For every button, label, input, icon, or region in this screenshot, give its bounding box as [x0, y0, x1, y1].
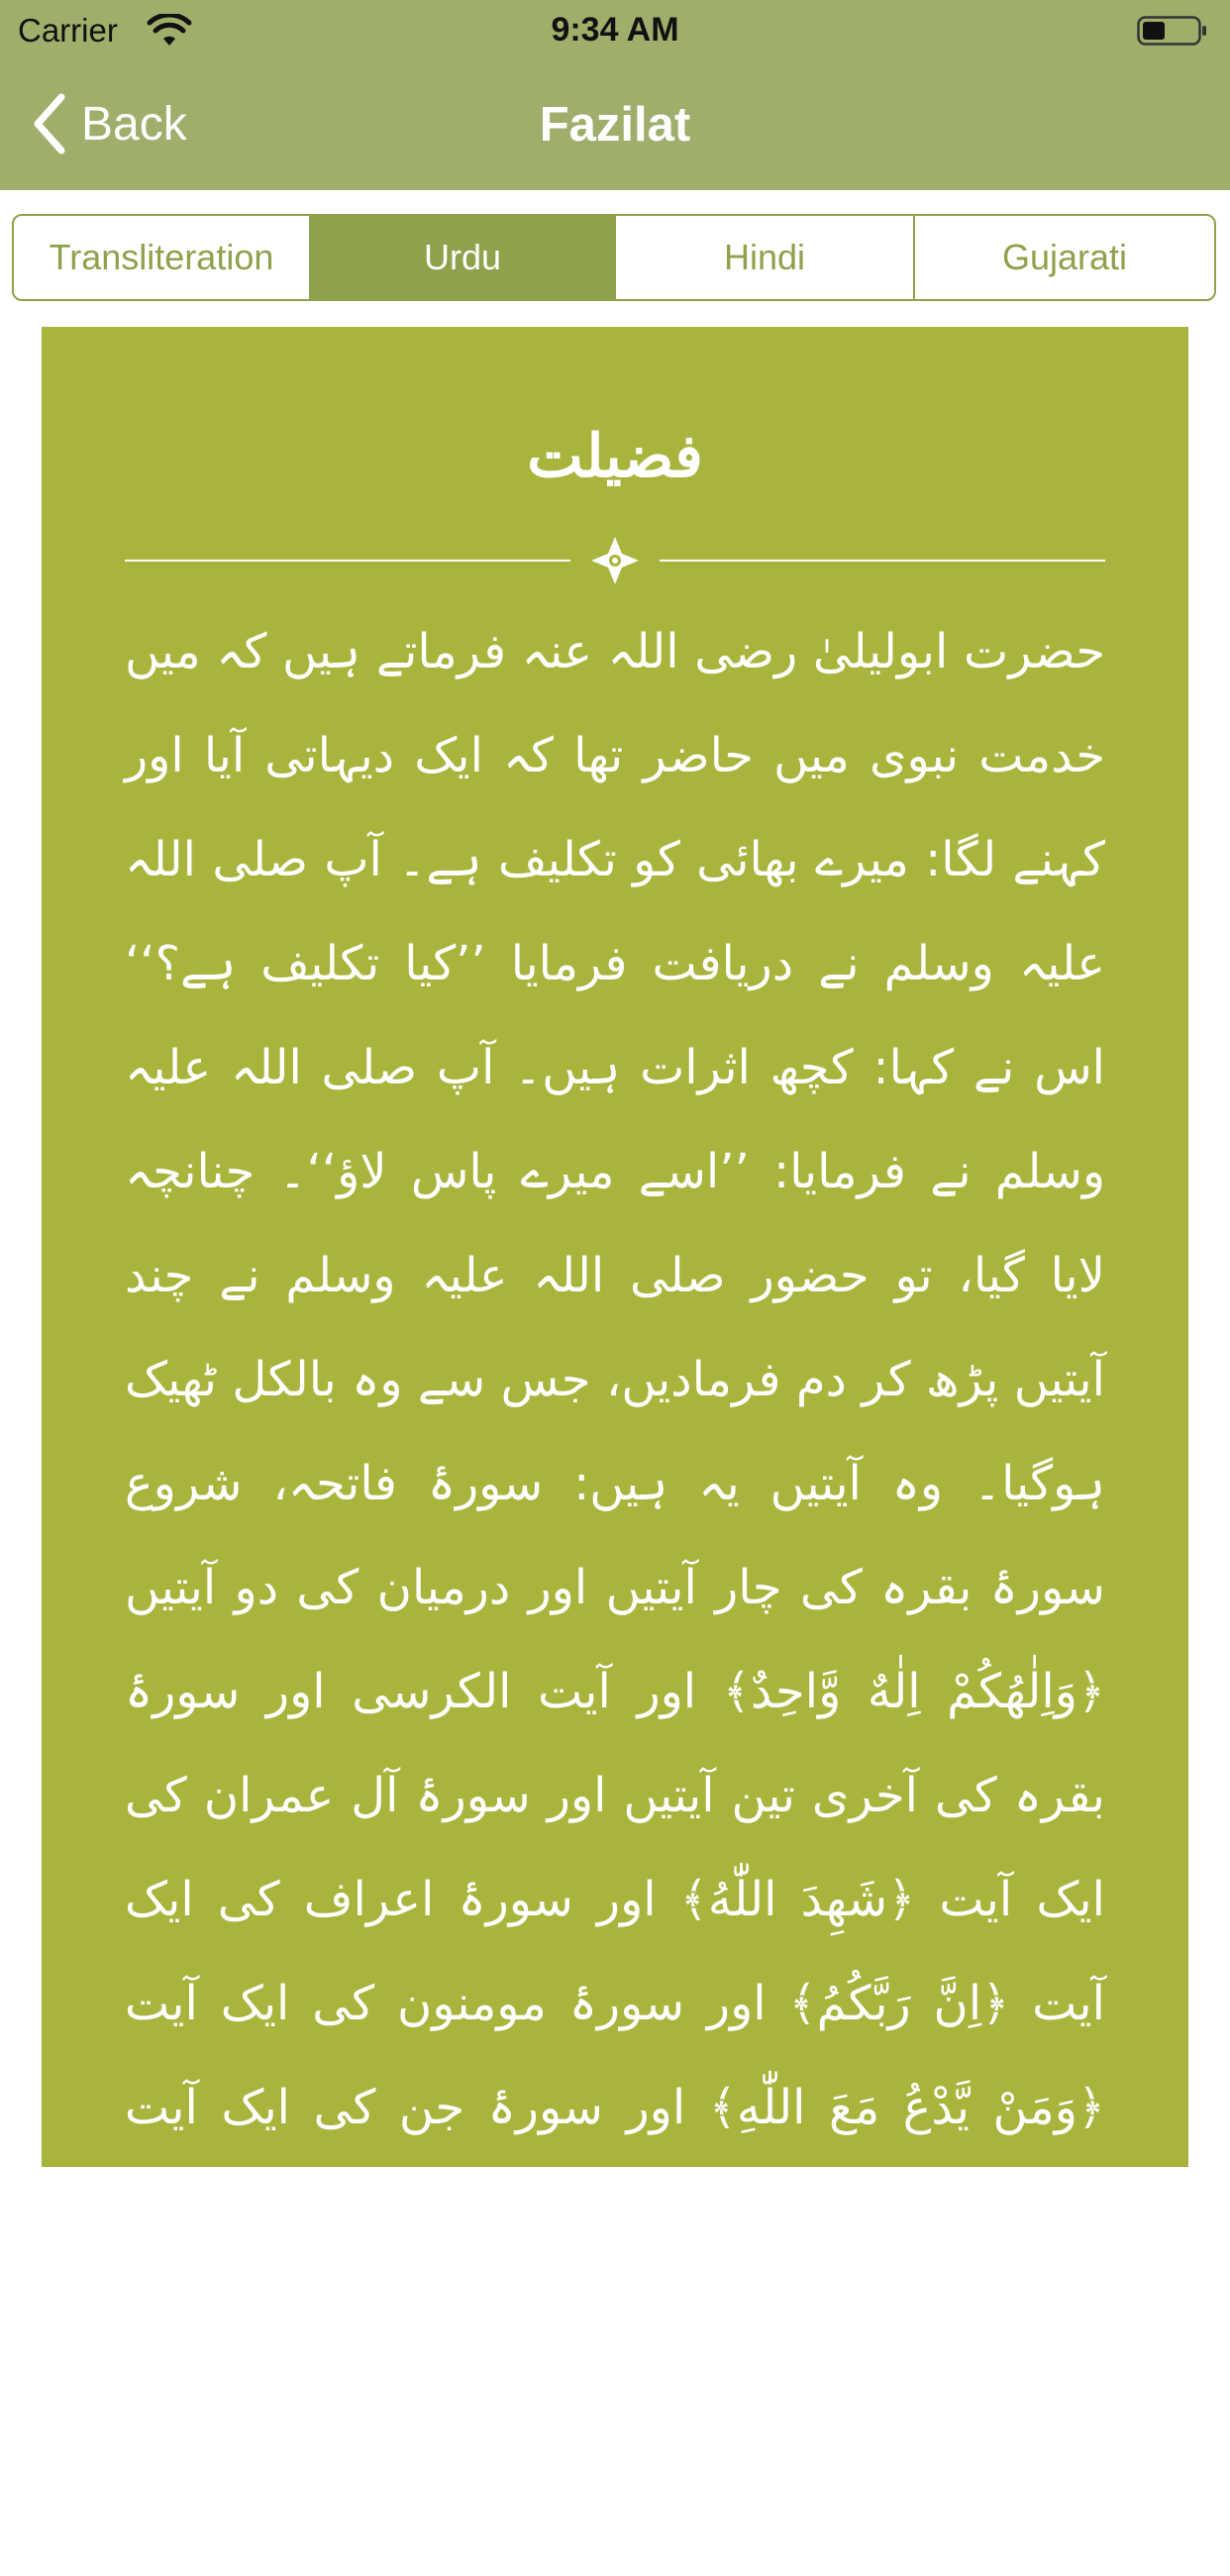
carrier-label: Carrier — [18, 12, 118, 49]
divider-line-left — [125, 560, 570, 562]
battery-icon — [1137, 16, 1208, 46]
tab-gujarati[interactable]: Gujarati — [1001, 237, 1128, 277]
content-title: فضیلت — [527, 422, 703, 491]
status-bar — [0, 0, 1230, 61]
language-segmented-control — [12, 214, 1216, 301]
header — [0, 0, 1230, 190]
tab-hindi[interactable]: Hindi — [616, 216, 915, 299]
page-title: Fazilat — [539, 98, 691, 152]
fazilat-body-text: حضرت ابولیلیٰ رضی اللہ عنہ فرماتے ہیں کہ میں خدمت نبوی میں حاضر تھا کہ ایک دیہاتی آیا اور کہنے لگا: میرے بھائی کو تکلیف ہے۔ آپ صلی اللہ علیہ وسلم نے دریافت فرمایا ’’کیا تکلیف ہے؟‘‘ اس نے کہا: کچھ اثرات ہیں۔ آپ صلی اللہ علیہ وسلم نے فرمایا: ’’اسے میرے پاس لاؤ‘‘۔ چنانچہ لایا گیا، تو حضور صلی اللہ علیہ وسلم نے چند آیتیں پڑھ کر دم فرمادیں، جس سے وہ بالکل ٹھیک ہوگیا۔ وہ آیتیں یہ ہیں: سورۂ فاتحہ، شروع سورۂ بقرہ کی چار آیتیں اور درمیان کی دو آیتیں ﴿وَاِلٰهُكُمْ اِلٰهٌ وَّاحِدٌ﴾ اور آیت الکرسی اور سورۂ بقرہ کی آخری تین آیتیں اور سورۂ آل عمران کی ایک آیت ﴿شَهِدَ اللّٰهُ﴾ اور سورۂ اعراف کی ایک آیت ﴿اِنَّ رَبَّكُمُ﴾ اور سورۂ مومنون کی ایک آیت ﴿وَمَنْ يَّدْعُ مَعَ اللّٰهِ﴾ اور سورۂ جن کی ایک آیت ﴿وَاَنَّهٗ تَعٰلٰى﴾ اور شروع سورۂ صافات کی دس آیتیں اور سورۂ حشر کی آخری تین آیتیں پھر ﴿قُلْ هُوَ اللّٰهُ اَحَدٌ﴾ ﴿قُلْ اَعُوْذُ بِرَبِّ الْفَلَقِ﴾ ﴿قُلْ اَعُوْذُ بِرَبِّ النَّاسِ﴾۔ [ابن ماجہ: ۳۵۴۹] — [125, 624, 1105, 2551]
title-divider — [125, 531, 1105, 590]
navigation-bar — [0, 61, 1230, 190]
content-card — [42, 327, 1188, 2551]
tab-transliteration[interactable]: Transliteration — [14, 216, 311, 299]
ornament-icon — [589, 535, 641, 586]
divider-line-right — [660, 560, 1105, 562]
tab-urdu[interactable]: Urdu — [311, 216, 616, 299]
status-time: 9:34 AM — [551, 11, 679, 49]
back-label: Back — [81, 97, 187, 151]
